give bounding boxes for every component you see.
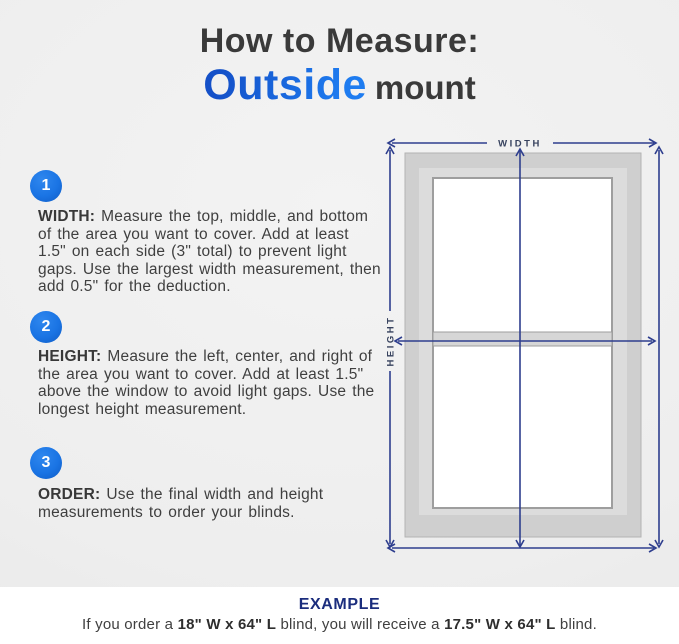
step-2-body: Measure the left, center, and right of the area you want to cover. Add at least 1.5" above the window to avoid light gaps. Use the longest height measurement. [38,348,375,418]
width-measure-line [388,139,656,150]
width-label: WIDTH [498,138,542,150]
height-label: HEIGHT [385,315,397,367]
example-text-middle: blind, you will receive a [276,616,445,633]
step-2-label: HEIGHT: [38,348,102,365]
example-ordered-size: 18" W x 64" L [177,616,277,633]
window-measurement-diagram [375,128,667,558]
step-3-instructions [38,486,381,521]
step-2-number-badge: 2 [30,311,62,343]
mount-type-suffix: mount [374,69,476,106]
example-received-size: 17.5" W x 64" L [444,616,556,633]
bottom-measure-line [388,544,656,552]
example-heading: EXAMPLE [298,596,381,613]
page-title: How to Measure: [199,22,480,60]
step-width [29,170,381,296]
right-measure-line [655,147,663,547]
page-header [0,22,679,118]
example-sentence [0,615,679,635]
step-1-label: WIDTH: [38,208,96,225]
example-text-suffix: blind. [555,616,597,633]
page-subtitle [0,62,679,118]
window-meeting-rail [433,332,612,346]
step-height [29,311,381,418]
step-1-instructions [38,208,381,296]
step-1-number-badge: 1 [30,170,62,202]
step-order [29,447,381,521]
example-footer [0,587,679,644]
step-3-number-badge: 3 [30,447,62,479]
step-1-body: Measure the top, middle, and bottom of the area you want to cover. Add at least 1.5" on each side (3" total) to prevent light gaps. Use the largest width measurement, then add 0.5" for the deduction. [38,208,381,295]
example-text-prefix: If you order a [82,616,178,633]
height-measure-line [386,147,397,547]
mount-type-accent: Outside [203,61,367,109]
step-3-body: Use the final width and height measurements to order your blinds. [38,486,324,521]
step-2-instructions [38,348,381,418]
step-3-label: ORDER: [38,486,101,503]
